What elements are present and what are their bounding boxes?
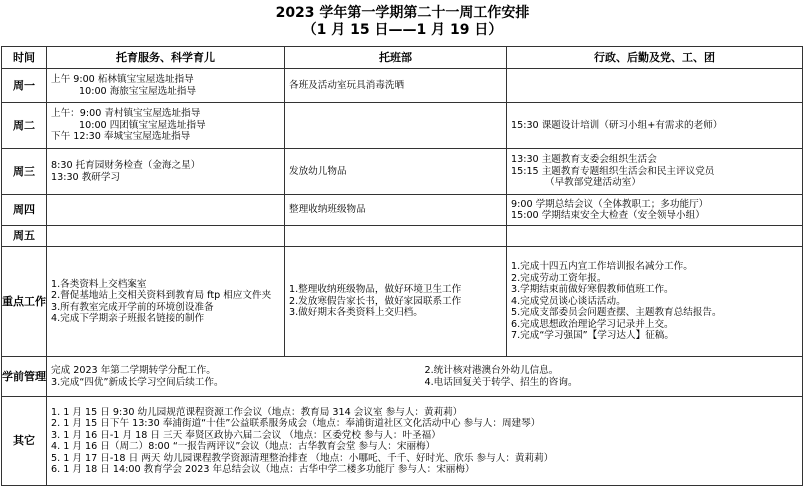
row-admissions <box>2 357 803 397</box>
mon-toddler <box>285 69 507 103</box>
list-item: 4.完成下学期亲子班报名链接的制作 <box>51 313 205 324</box>
list-item: 1.整理收纳班级物品，做好环境卫生工作 <box>289 284 462 296</box>
thu-toddler <box>285 195 507 226</box>
list-item: 2.完成劳动工资年报。 <box>511 272 607 284</box>
key-toddler <box>285 247 507 357</box>
list-item: 5. 1 月 17 日-18 日 两天 幼儿园课程教学资源清理整治排查 （地点：小哪吒、千千、好时光、欣乐 参与人：黄莉莉） <box>51 452 554 464</box>
list-item: 3.所有教室完成开学前的环境创设准备 <box>51 301 214 313</box>
thu-admin <box>507 195 803 226</box>
list-item: 整理收纳班级物品 <box>289 204 366 216</box>
tue-childcare <box>47 103 285 149</box>
list-item: （早教部党建活动室） <box>545 177 641 189</box>
list-item: 1.各类资料上交档案室 <box>51 278 147 290</box>
tue-admin <box>507 103 803 149</box>
list-item: 5.完成支部委员会问题查摆、主题教育总结报告。 <box>511 307 722 319</box>
row-label-key-work: 重点工作 <box>2 247 47 357</box>
fri-admin <box>507 226 803 247</box>
list-item: 4.完成党员谈心谈话活动。 <box>511 295 626 307</box>
list-item: 3.完成“四优”新成长学习空间后续工作。 <box>51 376 224 388</box>
list-item: 1.完成十四五内宣工作培训报名减分工作。 <box>511 261 693 273</box>
fri-childcare <box>47 226 285 247</box>
admissions-content <box>47 357 803 397</box>
date-range: （1 月 15 日——1 月 19 日） <box>302 22 503 38</box>
header-childcare: 托育服务、科学育儿 <box>47 47 285 69</box>
row-wednesday <box>2 149 803 195</box>
mon-childcare <box>47 69 285 103</box>
schedule-table <box>1 46 803 486</box>
list-item: 上午：9:00 青村镇宝宝屋选址指导 <box>51 108 201 120</box>
wed-toddler <box>285 149 507 195</box>
header-time: 时间 <box>2 47 47 69</box>
list-item: 上午 9:00 柘林镇宝宝屋选址指导 <box>51 74 194 85</box>
list-item: 2.统计核对港澳台外幼儿信息。 <box>424 365 559 376</box>
row-label-other: 其它 <box>2 397 47 486</box>
list-item: 2. 1 月 15 日下午 13:30 奉浦街道“十佳”公益联系服务成会（地点：奉浦街道社区文化活动中心 参与人：周建琴） <box>51 418 541 429</box>
wed-childcare <box>47 149 285 195</box>
row-label-friday: 周五 <box>2 226 47 247</box>
list-item: 13:30 主题教育支委会组织生活会 <box>511 154 657 166</box>
row-key-work <box>2 247 803 357</box>
header-admin: 行政、后勤及党、工、团 <box>507 47 803 69</box>
list-item: 3.学期结束前做好寒假教师值班工作。 <box>511 284 674 296</box>
list-item: 10:00 海旅宝宝屋选址指导 <box>79 85 197 97</box>
row-tuesday <box>2 103 803 149</box>
row-label-thursday: 周四 <box>2 195 47 226</box>
list-item: 4.电话回复关于转学、招生的咨询。 <box>424 376 578 388</box>
list-item: 4. 1 月 16 日（周二）8:00 “一报告两评议”会议（地点：古华教育会堂 参与人：宋丽梅） <box>51 441 436 452</box>
row-monday <box>2 69 803 103</box>
list-item: 15:15 主题教育专题组织生活会和民主评议党员 <box>511 165 715 177</box>
list-item: 9:00 学期总结会议（全体教职工；多功能厅） <box>511 198 709 210</box>
row-label-admissions: 学前管理 <box>2 357 47 397</box>
row-label-monday: 周一 <box>2 69 47 103</box>
list-item: 各班及活动室玩具消毒洗晒 <box>289 79 405 91</box>
list-item: 2.督促基地站上交相关资料到教育局 ftp 相应文件夹 <box>51 290 272 301</box>
list-item: 3.做好期末各类资料上交归档。 <box>289 307 423 319</box>
list-item: 1. 1 月 15 日 9:30 幼儿园规范课程资源工作会议（地点：教育局 314 会议室 参与人：黄莉莉） <box>51 406 463 418</box>
tue-toddler <box>285 103 507 149</box>
header-row <box>2 47 803 69</box>
list-item: 8:30 托育园财务检查（金海之星） <box>51 160 201 171</box>
key-admin <box>507 247 803 357</box>
mon-admin <box>507 69 803 103</box>
row-thursday <box>2 195 803 226</box>
list-item: 15:30 课题设计培训（研习小组+有需求的老师） <box>511 119 723 131</box>
list-item: 3. 1 月 16 日-1 月 18 日 三天 奉贤区政协六届二会议 （地点：区委党校 参与人：叶圣福） <box>51 429 441 441</box>
header-toddler-dept: 托班部 <box>285 47 507 69</box>
row-label-wednesday: 周三 <box>2 149 47 195</box>
list-item: 7.完成“学习强国”【学习达人】征稿。 <box>511 330 674 342</box>
list-item: 完成 2023 年第二学期转学分配工作。 <box>51 365 216 376</box>
list-item: 发放幼儿物品 <box>289 165 347 177</box>
other-content <box>47 397 803 486</box>
page-title: 2023 学年第一学期第二十一周工作安排 <box>275 5 530 21</box>
row-other <box>2 397 803 486</box>
fri-toddler <box>285 226 507 247</box>
list-item: 2.发放寒假告家长书，做好家园联系工作 <box>289 295 462 307</box>
key-childcare <box>47 247 285 357</box>
list-item: 10:00 四团镇宝宝屋选址指导 <box>79 119 206 131</box>
list-item: 15:00 学期结束安全大检查（安全领导小组） <box>511 210 705 221</box>
list-item: 下午 12:30 奉城宝宝屋选址指导 <box>51 131 191 143</box>
thu-childcare <box>47 195 285 226</box>
list-item: 6. 1 月 18 日 14:00 教育学会 2023 年总结会议（地点：古华中学二楼多功能厅 参与人：宋丽梅） <box>51 464 475 475</box>
row-label-tuesday: 周二 <box>2 103 47 149</box>
list-item: 6.完成思想政治理论学习记录并上交。 <box>511 318 674 330</box>
wed-admin <box>507 149 803 195</box>
row-friday <box>2 226 803 247</box>
list-item: 13:30 教研学习 <box>51 171 121 183</box>
